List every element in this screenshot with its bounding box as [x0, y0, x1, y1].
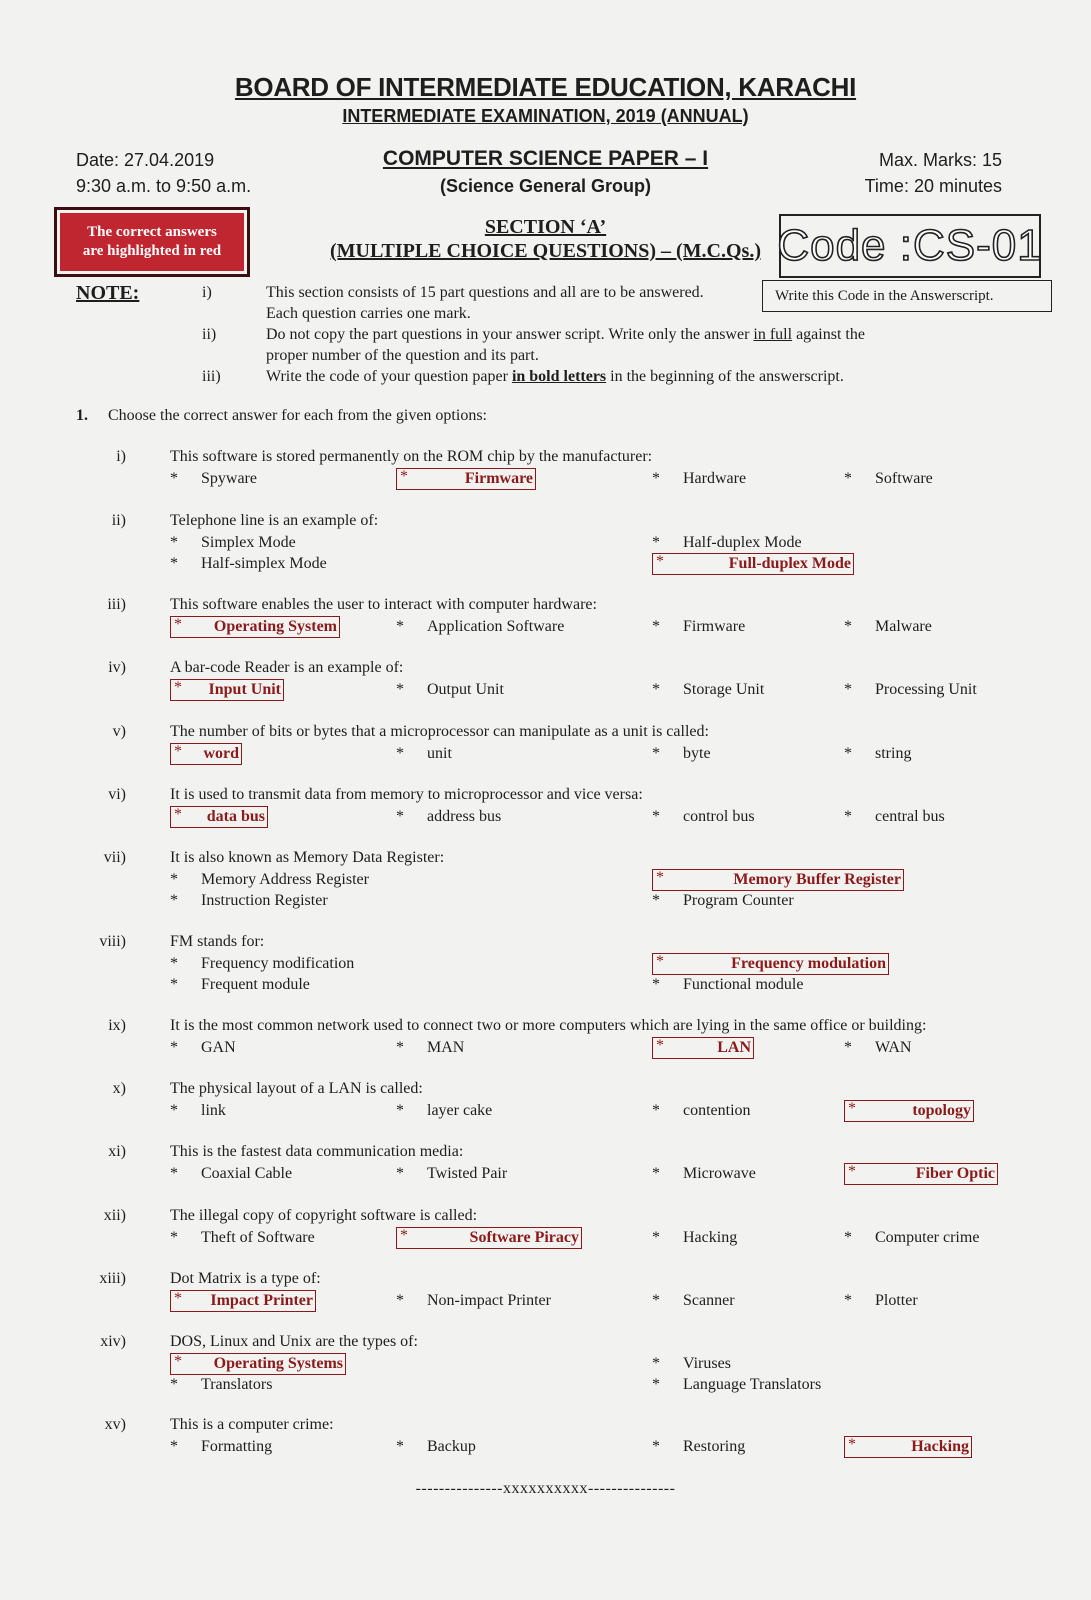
question-text: Dot Matrix is a type of: [170, 1270, 321, 1287]
option-marker: * [396, 1165, 404, 1182]
option-marker: * [170, 892, 178, 909]
option-marker: * [844, 1229, 852, 1246]
correct-answer-option-full-duplex-mode[interactable] [652, 553, 854, 575]
correct-answer-text: Operating System [213, 618, 337, 635]
option-spyware[interactable]: Spyware [201, 470, 257, 487]
option-microwave[interactable]: Microwave [683, 1165, 756, 1182]
question-number: xii) [103, 1207, 126, 1224]
option-formatting[interactable]: Formatting [201, 1438, 273, 1455]
option-software[interactable]: Software [875, 470, 933, 487]
answer-marker: * [400, 468, 408, 485]
correct-answer-text: Hacking [911, 1438, 969, 1455]
correct-answer-text: LAN [717, 1039, 751, 1056]
note-text-part: Write the code of your question paper [266, 368, 512, 385]
correct-answer-option-firmware[interactable] [396, 468, 536, 490]
correct-answer-text: data bus [206, 808, 265, 825]
question-number: iv) [108, 659, 126, 676]
question-instruction: Choose the correct answer for each from the given options: [108, 407, 487, 424]
correct-answer-text: Frequency modulation [731, 955, 886, 972]
answer-marker: * [174, 1353, 182, 1370]
correct-answer-option-word[interactable] [170, 743, 242, 765]
correct-answer-option-software-piracy[interactable] [396, 1227, 582, 1249]
option-marker: * [652, 534, 660, 551]
option-marker: * [844, 681, 852, 698]
answer-marker: * [656, 553, 664, 570]
option-marker: * [652, 618, 660, 635]
question-number: vi) [108, 786, 126, 803]
stamp-line-2: are highlighted in red [82, 243, 222, 259]
option-half-duplex-mode[interactable]: Half-duplex Mode [683, 534, 802, 551]
correct-answer-option-frequency-modulation[interactable] [652, 953, 889, 975]
option-memory-address-register[interactable]: Memory Address Register [201, 871, 369, 888]
option-marker: * [170, 1165, 178, 1182]
correct-answer-text: Full-duplex Mode [728, 555, 851, 572]
max-marks: Max. Marks: 15 [878, 150, 1002, 170]
question-text: FM stands for: [170, 933, 265, 950]
correct-answer-option-operating-system[interactable] [170, 616, 340, 638]
question-text: DOS, Linux and Unix are the types of: [170, 1333, 418, 1350]
correct-answer-option-fiber-optic[interactable] [844, 1163, 998, 1185]
answer-marker: * [400, 1227, 408, 1244]
time-allowed: Time: 20 minutes [864, 176, 1002, 196]
option-marker: * [844, 808, 852, 825]
option-twisted-pair[interactable]: Twisted Pair [427, 1165, 508, 1182]
option-marker: * [396, 681, 404, 698]
correct-answer-option-topology[interactable] [844, 1100, 974, 1122]
correct-answer-text: Software Piracy [469, 1229, 579, 1246]
option-viruses[interactable]: Viruses [683, 1355, 731, 1372]
note-emphasis: in bold letters [511, 368, 607, 385]
question-text: The physical layout of a LAN is called: [170, 1080, 423, 1097]
option-marker: * [652, 808, 660, 825]
option-marker: * [652, 1165, 660, 1182]
question-number: x) [112, 1080, 126, 1097]
correct-answer-option-operating-systems[interactable] [170, 1353, 346, 1375]
question-text: This software enables the user to interact with computer hardware: [170, 596, 597, 613]
option-marker: * [170, 976, 178, 993]
answer-marker: * [174, 1290, 182, 1307]
question-number: xi) [108, 1143, 126, 1160]
board-title: BOARD OF INTERMEDIATE EDUCATION, KARACHI [234, 72, 857, 102]
option-marker: * [844, 470, 852, 487]
option-output-unit[interactable]: Output Unit [427, 681, 504, 698]
exam-title: INTERMEDIATE EXAMINATION, 2019 (ANNUAL) [342, 106, 749, 126]
paper-code: Code :CS-01 [777, 221, 1043, 270]
option-hacking[interactable]: Hacking [683, 1229, 738, 1246]
note-text-part: against the [792, 326, 865, 343]
option-restoring[interactable]: Restoring [683, 1438, 746, 1455]
option-marker: * [652, 1355, 660, 1372]
answer-marker: * [174, 679, 182, 696]
code-note-box [762, 280, 1052, 312]
option-marker: * [396, 618, 404, 635]
note-text: This section consists of 15 part questions and all are to be answered. [266, 284, 704, 301]
option-theft-of-software[interactable]: Theft of Software [201, 1229, 315, 1246]
option-marker: * [396, 1039, 404, 1056]
note-text-part: Do not copy the part questions in your answer script. Write only the answer [266, 326, 754, 343]
option-marker: * [170, 470, 178, 487]
correct-answer-option-data-bus[interactable] [170, 806, 268, 828]
question-number: xiii) [99, 1270, 126, 1287]
question-text: It is the most common network used to connect two or more computers which are lying in the same office or building: [170, 1017, 927, 1034]
option-malware[interactable]: Malware [875, 618, 932, 635]
option-marker: * [396, 1438, 404, 1455]
option-marker: * [396, 1292, 404, 1309]
question-text: A bar-code Reader is an example of: [170, 659, 404, 676]
exam-time: 9:30 a.m. to 9:50 a.m. [76, 176, 252, 196]
correct-answer-text: Memory Buffer Register [733, 871, 901, 888]
answer-marker: * [174, 743, 182, 760]
option-string[interactable]: string [875, 745, 912, 762]
answer-marker: * [848, 1100, 856, 1117]
note-num: ii) [202, 326, 217, 343]
question-text: It is also known as Memory Data Register: [170, 849, 445, 866]
exam-date: Date: 27.04.2019 [76, 150, 215, 170]
question-text: This is a computer crime: [170, 1416, 334, 1433]
option-marker: * [652, 1229, 660, 1246]
question-number: 1. [76, 407, 88, 424]
option-backup[interactable]: Backup [427, 1438, 476, 1455]
question-text: Telephone line is an example of: [170, 512, 379, 529]
option-processing-unit[interactable]: Processing Unit [875, 681, 977, 698]
option-marker: * [844, 745, 852, 762]
correct-answer-option-impact-printer[interactable] [170, 1290, 316, 1312]
option-program-counter[interactable]: Program Counter [683, 892, 794, 909]
note-text [266, 326, 865, 344]
option-marker: * [170, 534, 178, 551]
correct-answer-option-memory-buffer-register[interactable] [652, 869, 904, 891]
correct-answer-text: Operating Systems [213, 1355, 343, 1372]
option-marker: * [170, 955, 178, 972]
paper-code-box [779, 214, 1041, 278]
option-translators[interactable]: Translators [201, 1376, 273, 1393]
option-firmware[interactable]: Firmware [683, 618, 746, 635]
option-byte[interactable]: byte [683, 745, 711, 762]
option-simplex-mode[interactable]: Simplex Mode [201, 534, 296, 551]
option-marker: * [170, 871, 178, 888]
option-marker: * [652, 681, 660, 698]
question-number: v) [112, 723, 126, 740]
option-marker: * [170, 1376, 178, 1393]
option-wan[interactable]: WAN [875, 1039, 912, 1056]
option-marker: * [396, 745, 404, 762]
question-number: viii) [99, 933, 126, 950]
option-application-software[interactable]: Application Software [427, 618, 565, 635]
answer-marker: * [656, 869, 664, 886]
option-marker: * [170, 555, 178, 572]
correct-answer-text: Fiber Optic [915, 1165, 995, 1182]
question-number: i) [116, 448, 126, 465]
answer-marker: * [174, 806, 182, 823]
option-link[interactable]: link [201, 1102, 226, 1119]
option-marker: * [652, 976, 660, 993]
option-plotter[interactable]: Plotter [875, 1292, 918, 1309]
option-marker: * [170, 1229, 178, 1246]
answer-marker: * [656, 953, 664, 970]
correct-answer-text: Impact Printer [210, 1292, 313, 1309]
correct-answer-text: topology [912, 1102, 971, 1119]
option-marker: * [844, 1039, 852, 1056]
question-number: iii) [107, 596, 126, 613]
option-marker: * [396, 808, 404, 825]
option-language-translators[interactable]: Language Translators [683, 1376, 822, 1393]
answer-marker: * [656, 1037, 664, 1054]
correct-answer-text: Firmware [464, 470, 533, 487]
option-address-bus[interactable]: address bus [427, 808, 502, 825]
question-text: The number of bits or bytes that a microprocessor can manipulate as a unit is called: [170, 723, 709, 740]
option-control-bus[interactable]: control bus [683, 808, 755, 825]
question-number: xv) [104, 1416, 126, 1433]
option-marker: * [396, 1102, 404, 1119]
section-title: SECTION ‘A’ [484, 216, 607, 238]
answer-marker: * [848, 1163, 856, 1180]
option-central-bus[interactable]: central bus [875, 808, 945, 825]
option-unit[interactable]: unit [427, 745, 452, 762]
option-marker: * [652, 1376, 660, 1393]
correct-answer-text: Input Unit [208, 681, 281, 698]
option-marker: * [652, 1102, 660, 1119]
option-non-impact-printer[interactable]: Non-impact Printer [427, 1292, 551, 1309]
option-hardware[interactable]: Hardware [683, 470, 747, 487]
question-text: This is the fastest data communication media: [170, 1143, 464, 1160]
question-text: The illegal copy of copyright software is called: [170, 1207, 478, 1224]
option-marker: * [170, 1039, 178, 1056]
question-number: xiv) [100, 1333, 126, 1350]
mcq-title: (MULTIPLE CHOICE QUESTIONS) – (M.C.Qs.) [330, 240, 761, 262]
question-number: ii) [111, 512, 126, 529]
note-text [266, 368, 844, 386]
option-marker: * [170, 1438, 178, 1455]
end-marker: ---------------xxxxxxxxxx--------------- [415, 1480, 676, 1497]
option-frequency-modification[interactable]: Frequency modification [201, 955, 355, 972]
question-number: vii) [103, 849, 126, 866]
note-label: NOTE: [76, 282, 140, 304]
option-coaxial-cable[interactable]: Coaxial Cable [201, 1165, 293, 1182]
correct-answer-text: word [203, 745, 239, 762]
option-frequent-module[interactable]: Frequent module [201, 976, 310, 993]
note-emphasis: in full [753, 326, 793, 343]
answer-marker: * [848, 1436, 856, 1453]
option-instruction-register[interactable]: Instruction Register [201, 892, 328, 909]
correct-answer-option-input-unit[interactable] [170, 679, 284, 701]
option-scanner[interactable]: Scanner [683, 1292, 735, 1309]
option-gan[interactable]: GAN [201, 1039, 236, 1056]
stamp-line-1: The correct answers [87, 224, 217, 240]
question-text: It is used to transmit data from memory to microprocessor and vice versa: [170, 786, 643, 803]
option-marker: * [844, 618, 852, 635]
question-number: ix) [108, 1017, 126, 1034]
note-num: iii) [202, 368, 221, 385]
question-text: This software is stored permanently on the ROM chip by the manufacturer: [170, 448, 653, 465]
option-marker: * [652, 892, 660, 909]
option-marker: * [652, 745, 660, 762]
option-contention[interactable]: contention [683, 1102, 751, 1119]
note-text: proper number of the question and its part. [266, 347, 539, 364]
code-note: Write this Code in the Answerscript. [775, 287, 994, 304]
paper-title: COMPUTER SCIENCE PAPER – I [382, 147, 709, 170]
answer-marker: * [174, 616, 182, 633]
option-man[interactable]: MAN [427, 1039, 465, 1056]
note-text-part: in the beginning of the answerscript. [606, 368, 844, 385]
option-half-simplex-mode[interactable]: Half-simplex Mode [201, 555, 327, 572]
note-text: Each question carries one mark. [266, 305, 471, 322]
option-marker: * [652, 1292, 660, 1309]
option-marker: * [652, 470, 660, 487]
option-layer-cake[interactable]: layer cake [427, 1102, 493, 1119]
option-marker: * [170, 1102, 178, 1119]
option-storage-unit[interactable]: Storage Unit [683, 681, 765, 698]
note-num: i) [202, 284, 212, 301]
correct-answer-option-hacking[interactable] [844, 1436, 972, 1458]
option-marker: * [652, 1438, 660, 1455]
correct-answer-option-lan[interactable] [652, 1037, 754, 1059]
option-marker: * [844, 1292, 852, 1309]
option-functional-module[interactable]: Functional module [683, 976, 804, 993]
paper-group: (Science General Group) [439, 176, 652, 196]
option-computer-crime[interactable]: Computer crime [875, 1229, 980, 1246]
